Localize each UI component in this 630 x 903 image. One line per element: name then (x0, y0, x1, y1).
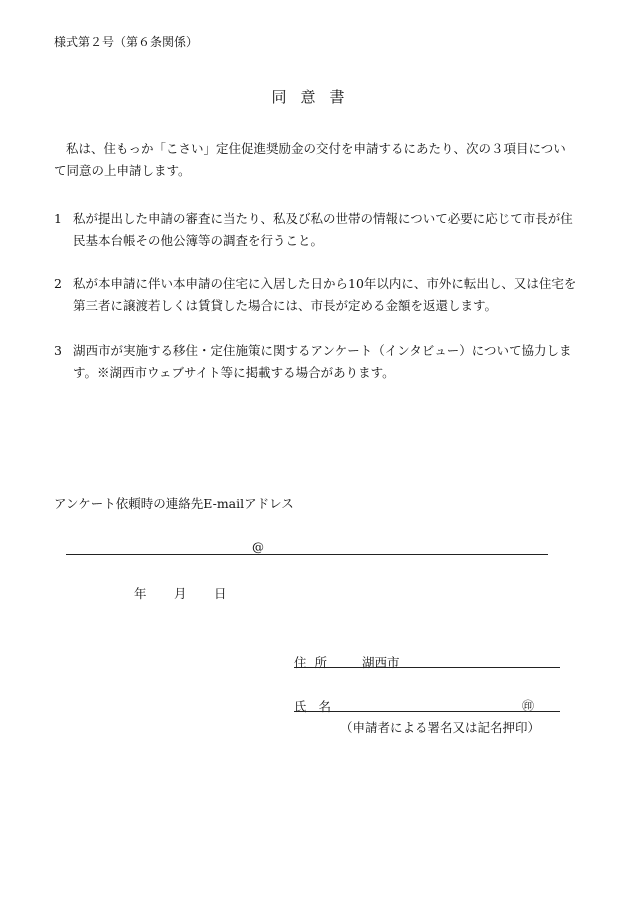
signature-note: （申請者による署名又は記名押印） (340, 720, 541, 735)
email-label: アンケート依頼時の連絡先E-mailアドレス (54, 496, 294, 511)
item-text: 湖西市が実施する移住・定住施策に関するアンケート（インタビュー）について協力します。※湖西市ウェブサイト等に掲載する場合があります。 (73, 343, 572, 380)
date-year-label: 年 (134, 586, 147, 601)
email-at-sign: @ (252, 540, 264, 554)
name-label: 氏名 (294, 699, 344, 714)
item-number: 3 (54, 343, 62, 358)
date-field[interactable] (134, 584, 227, 602)
email-input-line[interactable] (66, 554, 548, 555)
date-day-label: 日 (214, 586, 227, 601)
item-text: 私が本申請に伴い本申請の住宅に入居した日から10年以内に、市外に転出し、又は住宅を第三者に譲渡若しくは賃貸した場合には、市長が定める金額を返還します。 (73, 276, 577, 313)
seal-mark: ㊞ (522, 699, 535, 713)
form-number: 様式第２号（第６条関係） (54, 35, 199, 49)
consent-item-1 (54, 208, 578, 252)
intro-paragraph: 私は、住もっか「こさい」定住促進奨励金の交付を申請するにあたり、次の３項目について同意の上申請します。 (54, 141, 566, 178)
address-label: 住所 (294, 655, 336, 670)
consent-item-2 (54, 273, 578, 317)
document-title: 同意書 (271, 88, 359, 106)
item-number: 2 (54, 276, 62, 291)
item-text: 私が提出した申請の審査に当たり、私及び私の世帯の情報について必要に応じて市長が住民基本台帳その他公簿等の調査を行うこと。 (73, 211, 573, 248)
address-input-line[interactable] (294, 667, 560, 668)
address-value: 湖西市 (362, 655, 400, 670)
consent-item-3 (54, 340, 578, 384)
name-input-line[interactable] (294, 711, 560, 712)
item-number: 1 (54, 211, 62, 226)
date-month-label: 月 (174, 586, 187, 601)
